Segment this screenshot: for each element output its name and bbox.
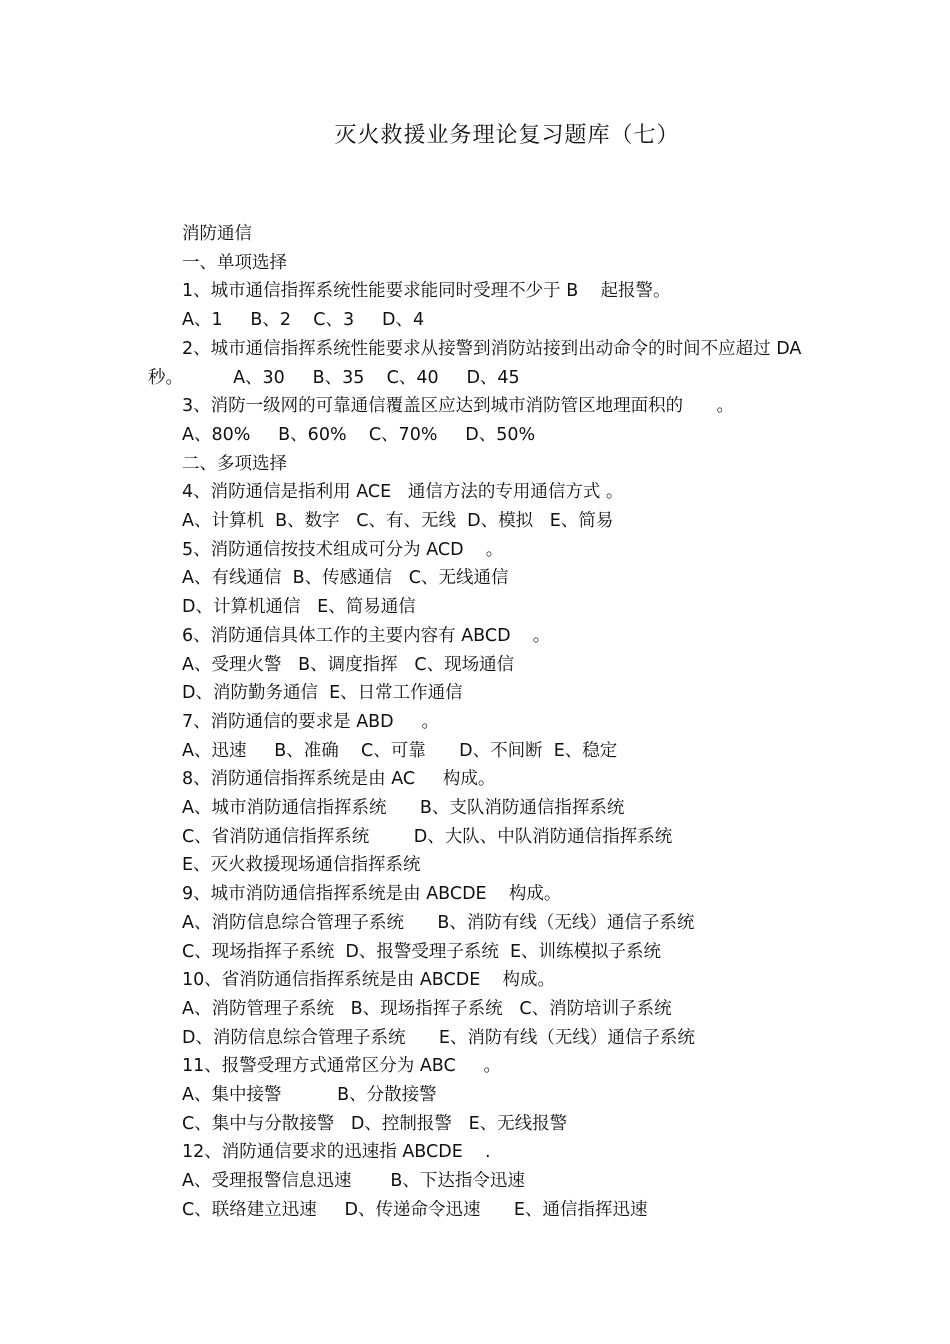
text-line: D、消防勤务通信 E、日常工作通信 [182,683,463,704]
text-line: C、集中与分散接警 D、控制报警 E、无线报警 [182,1113,568,1134]
text-line: A、有线通信 B、传感通信 C、无线通信 [182,568,509,589]
text-line: A、迅速 B、准确 C、可靠 D、不间断 E、稳定 [182,740,618,761]
text-line: C、联络建立迅速 D、传递命令迅速 E、通信指挥迅速 [182,1199,648,1220]
text-line: 秒。 A、30 B、35 C、40 D、45 [148,367,520,388]
text-line: 二、多项选择 [182,453,287,474]
text-line: A、消防信息综合管理子系统 B、消防有线（无线）通信子系统 [182,912,695,933]
text-line: 一、单项选择 [182,252,287,273]
text-line: C、现场指挥子系统 D、报警受理子系统 E、训练模拟子系统 [182,941,662,962]
text-line: A、受理火警 B、调度指挥 C、现场通信 [182,654,515,675]
document-title: 灭火救援业务理论复习题库（七） [334,123,680,148]
text-line: 3、消防一级网的可靠通信覆盖区应达到城市消防管区地理面积的 。 [182,396,735,417]
text-line: 5、消防通信按技术组成可分为 ACD 。 [182,539,504,560]
text-line: 消防通信 [182,224,252,244]
text-line: A、80% B、60% C、70% D、50% [182,424,536,445]
text-line: 10、省消防通信指挥系统是由 ABCDE 构成。 [182,970,556,991]
text-line: 4、消防通信是指利用 ACE 通信方法的专用通信方式 。 [182,482,624,503]
text-line: C、省消防通信指挥系统 D、大队、中队消防通信指挥系统 [182,826,673,847]
text-line: 9、城市消防通信指挥系统是由 ABCDE 构成。 [182,884,562,905]
text-line: A、集中接警 B、分散接警 [182,1085,437,1105]
text-line: 7、消防通信的要求是 ABD 。 [182,711,439,732]
text-line: D、计算机通信 E、简易通信 [182,597,416,618]
text-line: 2、城市通信指挥系统性能要求从接警到消防站接到出动命令的时间不应超过 DA [182,338,802,359]
text-line: D、消防信息综合管理子系统 E、消防有线（无线）通信子系统 [182,1027,695,1048]
text-line: A、计算机 B、数字 C、有、无线 D、模拟 E、简易 [182,511,614,531]
text-line: 6、消防通信具体工作的主要内容有 ABCD 。 [182,625,551,646]
text-line: A、消防管理子系统 B、现场指挥子系统 C、消防培训子系统 [182,998,672,1019]
text-line: 8、消防通信指挥系统是由 AC 构成。 [182,769,496,790]
text-line: A、城市消防通信指挥系统 B、支队消防通信指挥系统 [182,798,625,818]
text-line: E、灭火救援现场通信指挥系统 [182,855,421,876]
text-line: 11、报警受理方式通常区分为 ABC 。 [182,1056,502,1077]
text-line: A、受理报警信息迅速 B、下达指令迅速 [182,1171,525,1192]
text-line: 12、消防通信要求的迅速指 ABCDE . [182,1142,491,1163]
text-line: A、1 B、2 C、3 D、4 [182,310,425,331]
text-line: 1、城市通信指挥系统性能要求能同时受理不少于 B 起报警。 [182,281,671,302]
